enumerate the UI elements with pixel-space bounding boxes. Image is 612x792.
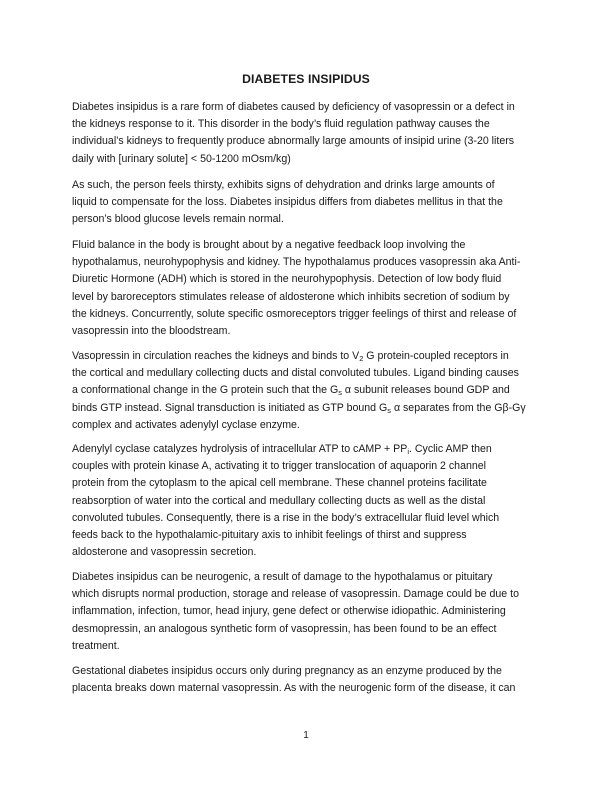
text-line: hypothalamus, neurohypophysis and kidney. The hypothalamus produces vasopressin aka Anti-: [72, 256, 521, 269]
text-line: [72, 458, 544, 475]
text-line: [72, 382, 544, 399]
text-line: [72, 400, 544, 417]
subscript: s: [338, 388, 342, 398]
text-line: [72, 417, 544, 434]
text-line: [72, 348, 544, 365]
text-line: person’s blood glucose levels remain normal.: [72, 213, 284, 226]
text-line: individual’s kidneys to frequently produce abnormally large amounts of insipid urine (3-20 liters: [72, 135, 515, 148]
text-segment: α subunit releases bound GDP and: [341, 384, 510, 397]
text-line: treatment.: [72, 639, 120, 652]
text-segment: protein from the cytoplasm to the apical cell membrane. These channel proteins facilitate: [72, 477, 487, 490]
text-segment: G protein-coupled receptors in: [363, 350, 509, 362]
text-line: inflammation, infection, tumor, head injury, gene defect or otherwise idiopathic. Administering: [72, 605, 506, 618]
text-line: Gestational diabetes insipidus occurs only during pregnancy as an enzyme produced by the: [72, 665, 502, 677]
text-line: Diuretic Hormone (ADH) which is stored in the neurohypophysis. Detection of low body fluid: [72, 273, 502, 286]
text-line: placenta breaks down maternal vasopressin. As with the neurogenic form of the disease, it can: [72, 682, 516, 695]
paragraph-neurogenic: [72, 569, 544, 655]
document-title: DIABETES INSIPIDUS: [242, 72, 370, 86]
text-segment: Vasopressin in circulation reaches the kidneys and binds to V: [72, 350, 360, 362]
subscript: i: [407, 447, 409, 456]
text-line: liquid to compensate for the loss. Diabetes insipidus differs from diabetes mellitus in that the: [72, 196, 503, 209]
text-line: desmopressin, an analogous synthetic form of vasopressin, has been found to be an effect: [72, 622, 497, 635]
text-line: the kidneys response to it. This disorder in the body’s fluid regulation pathway causes the: [72, 118, 490, 131]
text-line: [72, 441, 544, 458]
text-line: [72, 527, 544, 544]
text-segment: . Cyclic AMP then: [409, 443, 492, 455]
text-line: vasopressin into the bloodstream.: [72, 324, 231, 337]
text-line: Diabetes insipidus is a rare form of diabetes caused by deficiency of vasopressin or a defect in: [72, 101, 515, 113]
text-line: daily with [urinary solute] < 50-1200 mOsm/kg): [72, 152, 291, 165]
paragraph-symptoms: [72, 177, 544, 229]
text-line: [72, 510, 544, 527]
subscript: s: [387, 405, 391, 415]
text-segment: complex and activates adenylyl cyclase enzyme.: [72, 418, 300, 431]
text-segment: binds GTP instead. Signal transduction is initiated as GTP bound G: [72, 401, 388, 414]
text-segment: Adenylyl cyclase catalyzes hydrolysis of intracellular ATP to cAMP + PP: [72, 443, 408, 455]
paragraph-fluid-balance: [72, 237, 544, 340]
text-line: the kidneys. Concurrently, solute specific osmoreceptors trigger feelings of thirst and release of: [72, 307, 517, 320]
text-line: As such, the person feels thirsty, exhibits signs of dehydration and drinks large amounts of: [72, 179, 495, 191]
text-line: which disrupts normal production, storage and release of vasopressin. Damage could be due to: [72, 588, 519, 601]
text-line: Fluid balance in the body is brought about by a negative feedback loop involving the: [72, 239, 466, 251]
subscript: 2: [359, 354, 364, 363]
text-segment: reabsorption of water into the cortical and medullary collecting ducts as well as the distal: [72, 494, 486, 507]
text-segment: couples with protein kinase A, activating it to trigger translocation of aquaporin 2 channel: [72, 460, 486, 473]
text-line: [72, 544, 544, 561]
text-segment: convoluted tubules. Consequently, there is a rise in the body’s extracellular fluid level which: [72, 511, 500, 524]
text-line: [72, 365, 544, 382]
text-segment: aldosterone and vasopressin secretion.: [72, 546, 257, 559]
text-segment: the cortical and medullary collecting ducts and distal convoluted tubules. Ligand binding causes: [72, 367, 519, 380]
text-line: Diabetes insipidus can be neurogenic, a result of damage to the hypothalamus or pituitary: [72, 571, 493, 583]
text-line: [72, 493, 544, 510]
text-segment: a conformational change in the G protein such that the G: [72, 384, 339, 397]
text-segment: feeds back to the hypothalamic-pituitary axis to inhibit feelings of thirst and suppress: [72, 528, 467, 541]
paragraph-camp-signaling: [72, 441, 544, 561]
text-segment: α separates from the Gβ-Gγ: [391, 401, 526, 414]
paragraph-gestational: [72, 663, 544, 697]
text-line: level by baroreceptors stimulates release of aldosterone which inhibits secretion of sodium by: [72, 290, 510, 303]
paragraph-receptor-binding: [72, 348, 544, 434]
page-number: 1: [303, 730, 309, 741]
paragraph-definition: [72, 99, 544, 168]
text-line: [72, 475, 544, 492]
